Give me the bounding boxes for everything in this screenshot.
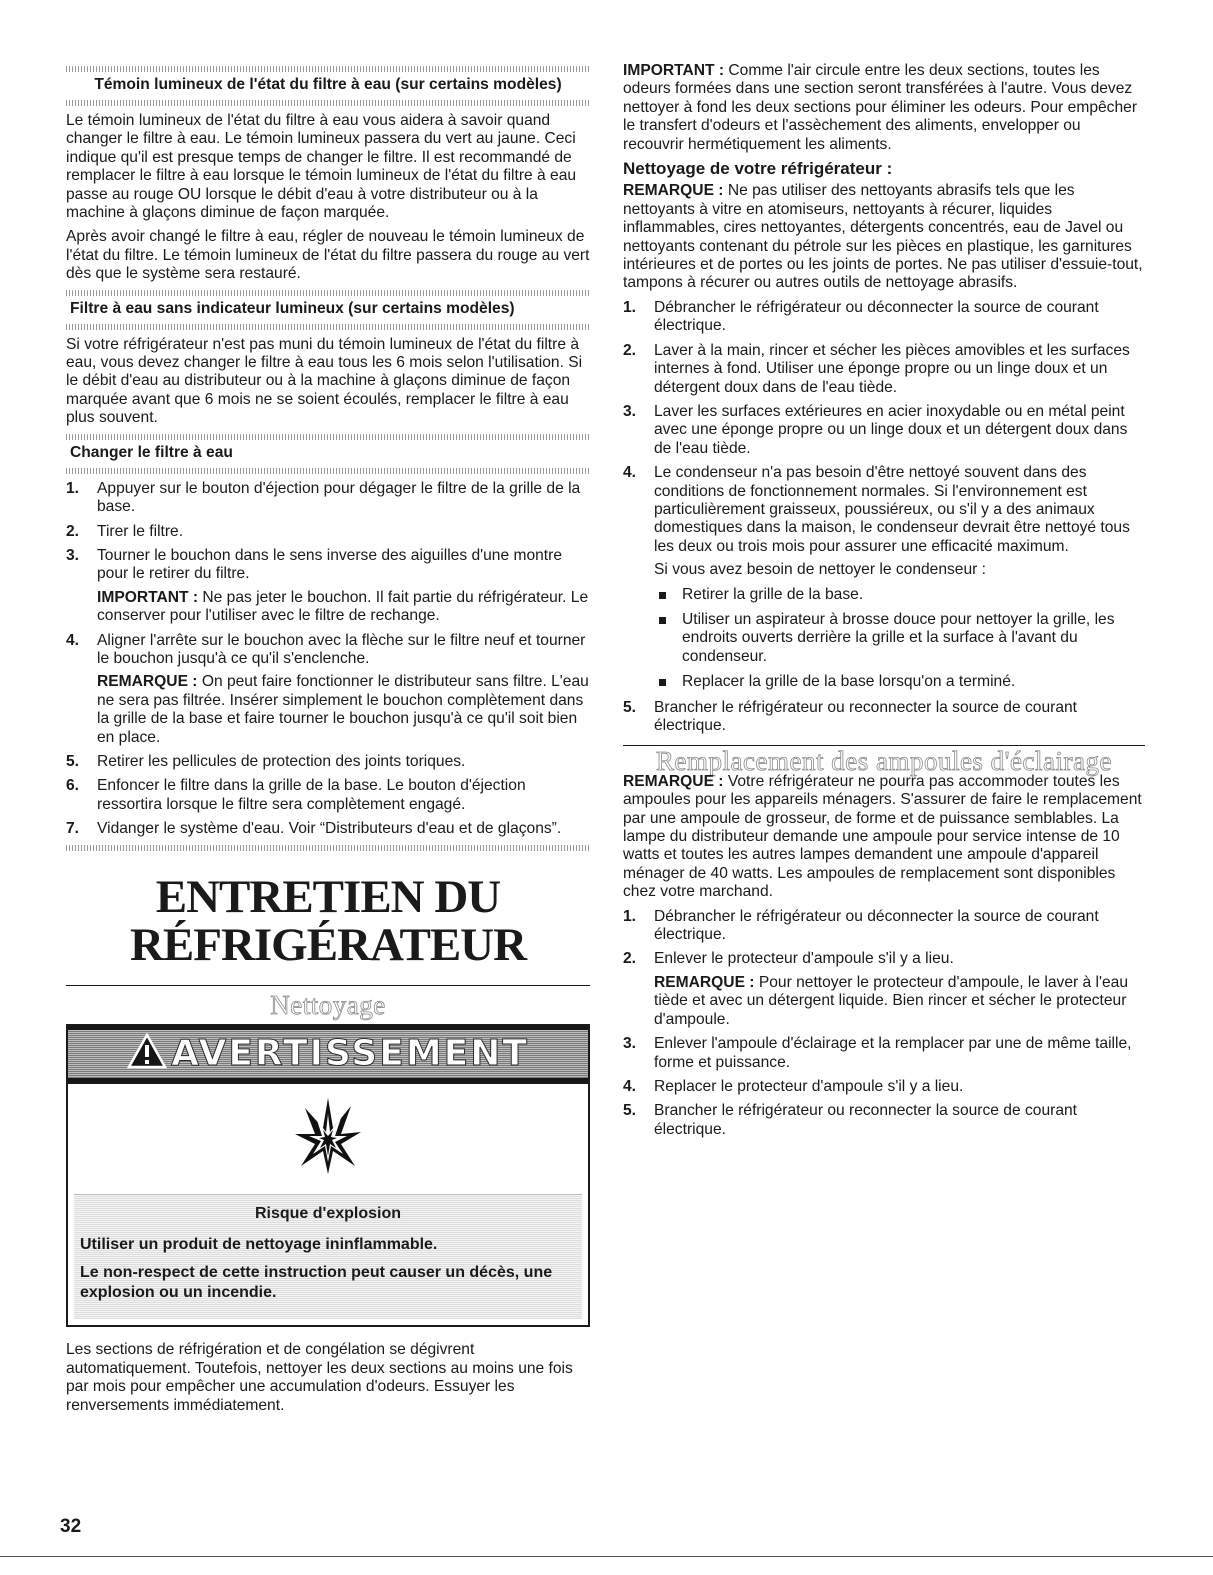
warning-line: Utiliser un produit de nettoyage ininflammable.	[80, 1236, 438, 1254]
step-text: Débrancher le réfrigérateur ou déconnecter la source de courant électrique.	[654, 907, 1099, 944]
list-item	[623, 1078, 1145, 1096]
step-number: 1.	[623, 907, 637, 925]
bullet-text: Retirer la grille de la base.	[682, 585, 864, 603]
important-text: Comme l'air circule entre les deux sections, toutes les odeurs formées dans une section seront transférées à l'autre. Vous devez nettoyer à fond les deux sections pour éliminer les odeurs. Pour empêcher le transfert d'odeurs et l'assèchement des aliments, envelopper ou recouvrir hermétiquement les aliments.	[623, 62, 1138, 153]
step-text: Brancher le réfrigérateur ou reconnecter la source de courant électrique.	[654, 1102, 1077, 1138]
list-item	[66, 480, 590, 517]
step-number: 6.	[66, 777, 80, 795]
divider	[66, 845, 590, 851]
step-number: 2.	[623, 950, 637, 968]
warning-title: AVERTISSEMENT	[171, 1032, 529, 1074]
explosion-icon	[293, 1096, 363, 1181]
paragraph: Les sections de réfrigération et de congélation se dégivrent automatiquement. Toutefois, nettoyer les deux sections au moins une fois par mois pour empêcher une accumulation d'odeurs. Essuyer les renversements immédiatement.	[66, 1341, 573, 1414]
paragraph	[623, 773, 1145, 902]
step-text: Aligner l'arrête sur le bouchon avec la flèche sur le filtre neuf et tourner le bouchon jusqu'à ce qu'il s'enclenche.	[97, 631, 586, 667]
remarque-label: REMARQUE :	[623, 182, 724, 200]
paragraph	[623, 62, 1145, 154]
section-title-bulbs: Remplacement des ampoules d'éclairage	[656, 746, 1112, 777]
step-number: 2.	[66, 522, 80, 540]
step-number: 3.	[623, 1035, 637, 1053]
step-text: Débrancher le réfrigérateur ou déconnecter la source de courant électrique.	[654, 298, 1099, 335]
step-subtext: Si vous avez besoin de nettoyer le condenseur :	[654, 561, 987, 579]
step-number: 1.	[66, 479, 80, 497]
right-column	[623, 62, 1145, 1145]
list-item	[623, 403, 1145, 458]
step-number: 4.	[66, 631, 80, 649]
warning-box	[66, 1024, 590, 1327]
cleaning-heading: Nettoyage de votre réfrigérateur :	[623, 159, 893, 179]
step-note	[97, 673, 590, 747]
step-number: 4.	[623, 1077, 637, 1095]
note-text: Pour nettoyer le protecteur d'ampoule, le laver à l'eau tiède et avec un détergent liquide. Bien rincer et sécher le protecteur d'ampoule.	[654, 973, 1128, 1028]
bullet-item	[654, 673, 1145, 691]
step-number: 5.	[66, 752, 80, 770]
warning-risk: Risque d'explosion	[254, 1205, 402, 1222]
warning-header	[68, 1026, 588, 1084]
cleaning-steps-list	[623, 299, 1145, 736]
step-number: 2.	[623, 341, 637, 359]
list-item	[623, 1102, 1145, 1139]
paragraph: Après avoir changé le filtre à eau, régler de nouveau le témoin lumineux de l'état du filtre. Le témoin lumineux de l'état du filtre passera du rouge au vert dès que le système sera restauré.	[66, 228, 590, 283]
step-text: Enlever le protecteur d'ampoule s'il y a lieu.	[654, 950, 954, 968]
list-item	[66, 523, 590, 541]
section-heading-change-filter: Changer le filtre à eau	[70, 443, 233, 461]
bulb-steps-list	[623, 908, 1145, 1139]
list-item	[66, 820, 590, 838]
remarque-text: Votre réfrigérateur ne pourra pas accommoder toutes les ampoules pour les appareils ménagers. S'assurer de faire le remplacement par une ampoule de grosseur, de forme et de puissance semblables. La lampe du distributeur demande une ampoule pour service intense de 10 watts et toutes les autres lampes demandent une ampoule d'appareil ménager de 40 watts. Les ampoules de remplacement sont disponibles chez votre marchand.	[623, 772, 1142, 901]
step-text: Appuyer sur le bouton d'éjection pour dégager le filtre de la grille de la base.	[97, 479, 581, 516]
bullet-square-icon	[659, 592, 666, 599]
list-item	[66, 753, 590, 771]
list-item	[623, 950, 1145, 1029]
step-text: Enfoncer le filtre dans la grille de la base. Le bouton d'éjection ressortira lorsque le filtre sera complètement engagé.	[97, 777, 526, 813]
note-text: On peut faire fonctionner le distributeur sans filtre. L'eau ne sera pas filtrée. Insérer simplement le bouchon complètement dans la grille de la base et faire tourner le bouchon jusqu'à ce qu'il soit bien en place.	[97, 673, 589, 746]
chapter-title-line-2: RÉFRIGÉRATEUR	[129, 918, 527, 971]
step-number: 5.	[623, 698, 637, 716]
step-text: Vidanger le système d'eau. Voir “Distributeurs d'eau et de glaçons”.	[97, 820, 562, 838]
list-item	[623, 299, 1145, 336]
warning-text-area	[74, 1194, 582, 1319]
step-text: Tourner le bouchon dans le sens inverse des aiguilles d'une montre pour le retirer du filtre.	[97, 546, 563, 583]
chapter-title-line-1: ENTRETIEN DU	[155, 870, 501, 923]
paragraph: Le témoin lumineux de l'état du filtre à eau vous aidera à savoir quand changer le filtre à eau. Le témoin lumineux passera du vert au jaune. Ceci indique qu'il est presque temps de changer le filtre. Il est recommandé de remplacer le filtre à eau lorsque le témoin lumineux de l'état du filtre à eau passe au rouge OU lorsque le débit d'eau à votre distributeur ou à la machine à glaçons diminue de façon marquée.	[66, 112, 577, 222]
step-number: 3.	[66, 546, 80, 564]
section-heading-filter-no-indicator: Filtre à eau sans indicateur lumineux (sur certains modèles)	[70, 299, 515, 317]
remarque-label: REMARQUE :	[623, 772, 724, 790]
divider	[0, 1556, 1213, 1557]
step-number: 3.	[623, 402, 637, 420]
list-item	[66, 547, 590, 626]
list-item	[623, 464, 1145, 691]
step-text: Laver à la main, rincer et sécher les pièces amovibles et les surfaces internes à fond. Utiliser une éponge propre ou un linge doux et un détergent doux dans de l'eau tiède.	[654, 341, 1130, 396]
bullet-text: Utiliser un aspirateur à brosse douce pour nettoyer la grille, les endroits ouverts derrière la grille et la surface à l'avant du condenseur.	[682, 610, 1115, 665]
list-item	[66, 777, 590, 814]
note-text: Ne pas jeter le bouchon. Il fait partie du réfrigérateur. Le conserver pour l'utiliser avec le filtre de rechange.	[97, 588, 589, 625]
list-item	[623, 699, 1145, 736]
bullet-text: Replacer la grille de la base lorsqu'on a terminé.	[682, 673, 1016, 691]
step-number: 5.	[623, 1102, 637, 1120]
warning-triangle-icon	[127, 1033, 167, 1074]
section-heading-filter-status: Témoin lumineux de l'état du filtre à eau (sur certains modèles)	[94, 76, 562, 93]
step-text: Enlever l'ampoule d'éclairage et la remplacer par une de même taille, forme et puissance.	[654, 1035, 1132, 1071]
step-note	[654, 974, 1145, 1029]
left-column	[66, 62, 590, 1421]
bullet-square-icon	[659, 617, 666, 624]
step-note	[97, 589, 590, 626]
step-number: 7.	[66, 820, 80, 838]
section-title-nettoyage: Nettoyage	[270, 989, 386, 1020]
warning-line: Le non-respect de cette instruction peut causer un décès, une explosion ou un incendie.	[80, 1264, 553, 1302]
bullet-square-icon	[659, 679, 666, 686]
paragraph	[623, 182, 1145, 292]
step-text: Laver les surfaces extérieures en acier inoxydable ou en métal peint avec une éponge propre ou un linge doux et un détergent doux dans de l'eau tiède.	[654, 402, 1128, 457]
step-text: Tirer le filtre.	[97, 522, 184, 540]
list-item	[623, 908, 1145, 945]
step-text: Replacer le protecteur d'ampoule s'il y a lieu.	[654, 1077, 964, 1095]
bullet-item	[654, 611, 1145, 666]
step-number: 4.	[623, 464, 637, 482]
paragraph: Si votre réfrigérateur n'est pas muni du témoin lumineux de l'état du filtre à eau, vous devez changer le filtre à eau tous les 6 mois selon l'utilisation. Si le débit d'eau au distributeur ou à la machine à glaçons diminue de façon marquée avant que 6 mois ne se soient écoulés, remplacer le filtre à eau plus souvent.	[66, 335, 583, 427]
note-label: REMARQUE :	[97, 673, 198, 691]
list-item	[623, 342, 1145, 397]
step-text: Brancher le réfrigérateur ou reconnecter la source de courant électrique.	[654, 698, 1077, 734]
chapter-title	[66, 870, 590, 971]
list-item	[623, 1035, 1145, 1072]
step-text: Le condenseur n'a pas besoin d'être nettoyé souvent dans des conditions de fonctionnement normales. Si l'environnement est particulièrement graisseux, poussiéreux, ou s'il y a des animaux domestiques dans la maison, le condenseur devrait être nettoyé tous les deux ou trois mois pour assurer une efficacité maximum.	[654, 464, 1130, 555]
note-label: REMARQUE :	[654, 973, 755, 991]
page-number: 32	[60, 1516, 82, 1537]
bullet-list	[654, 586, 1145, 692]
note-label: IMPORTANT :	[97, 588, 199, 606]
important-label: IMPORTANT :	[623, 62, 725, 79]
bullet-item	[654, 586, 1145, 604]
step-text: Retirer les pellicules de protection des joints toriques.	[97, 752, 466, 770]
list-item	[66, 632, 590, 747]
filter-steps-list	[66, 480, 590, 839]
remarque-text: Ne pas utiliser des nettoyants abrasifs tels que les nettoyants à vitre en atomiseurs, nettoyants à récurer, liquides inflammables, cires nettoyantes, détergents concentrés, eau de Javel ou nettoyants contenant du pétrole sur les pièces en plastique, les garnitures intérieures et de portes ou les joints de portes. Ne pas utiliser d'essuie-tout, tampons à récurer ou autres outils de nettoyage abrasifs.	[623, 182, 1143, 292]
step-number: 1.	[623, 298, 637, 316]
